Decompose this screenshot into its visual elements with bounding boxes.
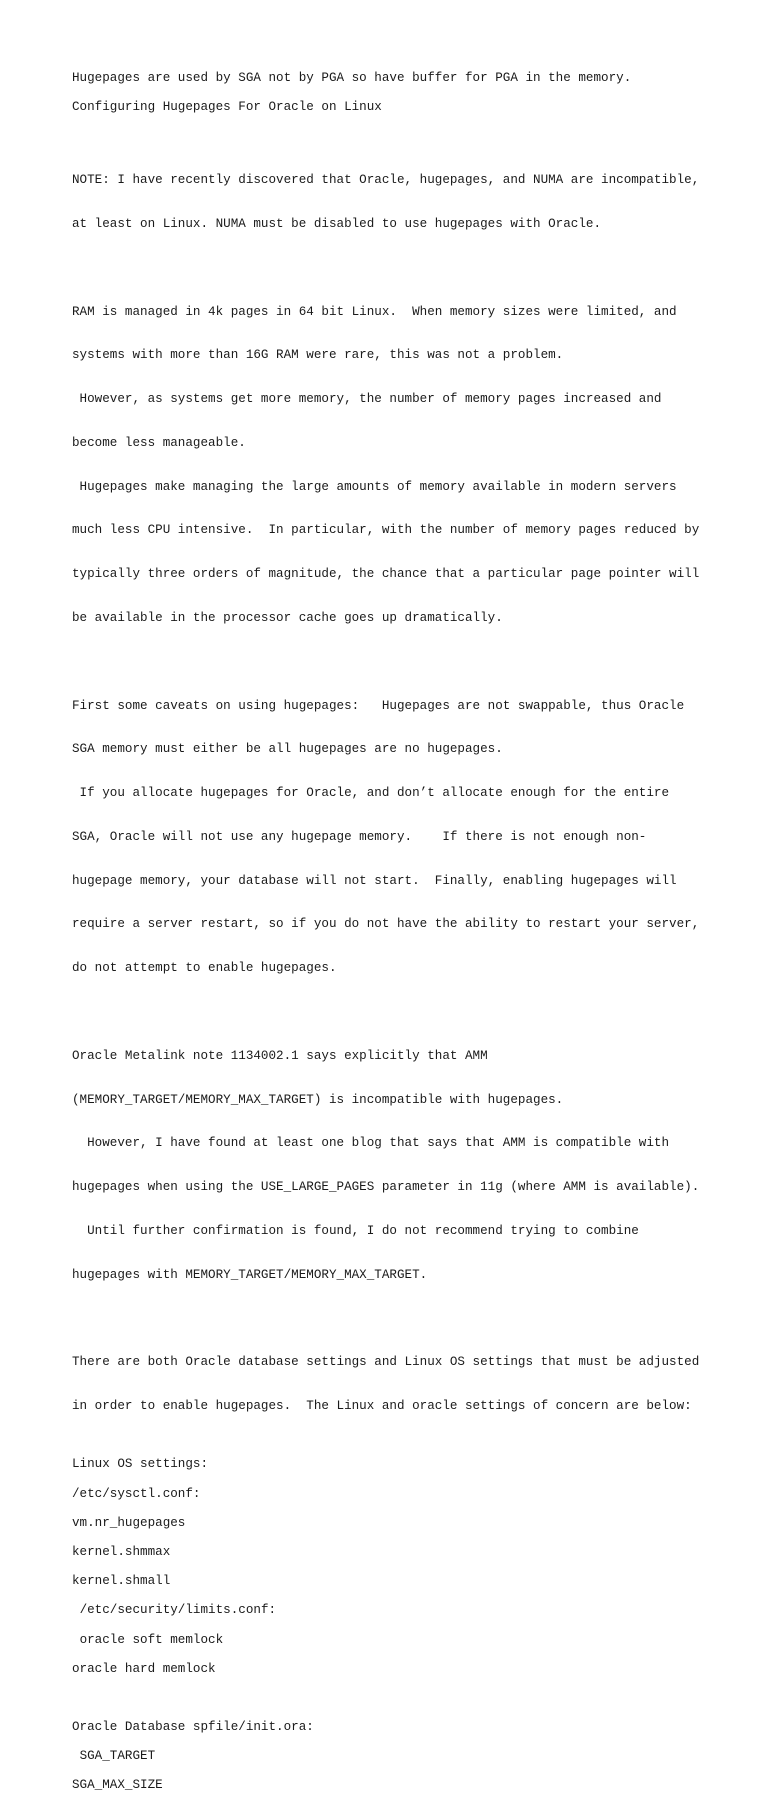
oracle-spfile-label: Oracle Database spfile/init.ora: bbox=[72, 1720, 314, 1735]
metalink-line: Until further confirmation is found, I do not recommend trying to combine bbox=[72, 1223, 639, 1238]
metalink-line: (MEMORY_TARGET/MEMORY_MAX_TARGET) is incompatible with hugepages. bbox=[72, 1092, 564, 1107]
caveats-line: SGA memory must either be all hugepages are no hugepages. bbox=[72, 742, 503, 757]
linux-os-settings-label: Linux OS settings: bbox=[72, 1457, 209, 1472]
vm-nr-hugepages-setting: vm.nr_hugepages bbox=[72, 1515, 186, 1530]
caveats-line: First some caveats on using hugepages: Hugepages are not swappable, thus Oracle bbox=[72, 698, 685, 713]
metalink-line: hugepages when using the USE_LARGE_PAGES parameter in 11g (where AMM is available). bbox=[72, 1180, 700, 1195]
settings-paragraph bbox=[72, 1326, 712, 1443]
metalink-line: However, I have found at least one blog that says that AMM is compatible with bbox=[72, 1136, 670, 1151]
note-line: NOTE: I have recently discovered that Oracle, hugepages, and NUMA are incompatible, bbox=[72, 173, 700, 188]
ram-line: RAM is managed in 4k pages in 64 bit Linux. When memory sizes were limited, and bbox=[72, 304, 677, 319]
caveats-line: If you allocate hugepages for Oracle, and don’t allocate enough for the entire bbox=[72, 786, 670, 801]
caveats-line: hugepage memory, your database will not start. Finally, enabling hugepages will bbox=[72, 873, 677, 888]
settings-line: in order to enable hugepages. The Linux and oracle settings of concern are below: bbox=[72, 1399, 692, 1414]
caveats-line: require a server restart, so if you do not have the ability to restart your server, bbox=[72, 917, 700, 932]
ram-line: However, as systems get more memory, the number of memory pages increased and bbox=[72, 392, 662, 407]
settings-line: There are both Oracle database settings and Linux OS settings that must be adjusted bbox=[72, 1355, 700, 1370]
ram-line: much less CPU intensive. In particular, with the number of memory pages reduced by bbox=[72, 523, 700, 538]
oracle-hard-memlock-setting: oracle hard memlock bbox=[72, 1661, 216, 1676]
ram-paragraph bbox=[72, 275, 712, 654]
ram-line: typically three orders of magnitude, the chance that a particular page pointer will bbox=[72, 567, 700, 582]
note-line: at least on Linux. NUMA must be disabled to use hugepages with Oracle. bbox=[72, 216, 602, 231]
metalink-line: hugepages with MEMORY_TARGET/MEMORY_MAX_TARGET. bbox=[72, 1267, 428, 1282]
caveats-line: SGA, Oracle will not use any hugepage memory. If there is not enough non- bbox=[72, 829, 647, 844]
kernel-shmmax-setting: kernel.shmmax bbox=[72, 1544, 171, 1559]
caveats-line: do not attempt to enable hugepages. bbox=[72, 961, 337, 976]
kernel-shmall-setting: kernel.shmall bbox=[72, 1574, 171, 1589]
document-page bbox=[72, 71, 712, 1808]
spacer bbox=[72, 129, 712, 144]
ram-line: be available in the processor cache goes up dramatically. bbox=[72, 610, 503, 625]
caveats-paragraph bbox=[72, 669, 712, 1005]
ram-line: systems with more than 16G RAM were rare, this was not a problem. bbox=[72, 348, 564, 363]
metalink-line: Oracle Metalink note 1134002.1 says explicitly that AMM bbox=[72, 1048, 488, 1063]
metalink-paragraph bbox=[72, 1020, 712, 1312]
limits-conf-path: /etc/security/limits.conf: bbox=[72, 1603, 277, 1618]
ram-line: become less manageable. bbox=[72, 435, 246, 450]
sga-target-setting: SGA_TARGET bbox=[72, 1749, 156, 1764]
ram-line: Hugepages make managing the large amounts of memory available in modern servers bbox=[72, 479, 677, 494]
document-heading: Configuring Hugepages For Oracle on Linux bbox=[72, 100, 382, 115]
oracle-soft-memlock-setting: oracle soft memlock bbox=[72, 1632, 224, 1647]
note-paragraph bbox=[72, 144, 712, 261]
sysctl-conf-path: /etc/sysctl.conf: bbox=[72, 1486, 201, 1501]
sga-max-size-setting: SGA_MAX_SIZE bbox=[72, 1778, 163, 1793]
intro-text: Hugepages are used by SGA not by PGA so have buffer for PGA in the memory. bbox=[72, 71, 632, 85]
spacer bbox=[72, 1691, 712, 1720]
